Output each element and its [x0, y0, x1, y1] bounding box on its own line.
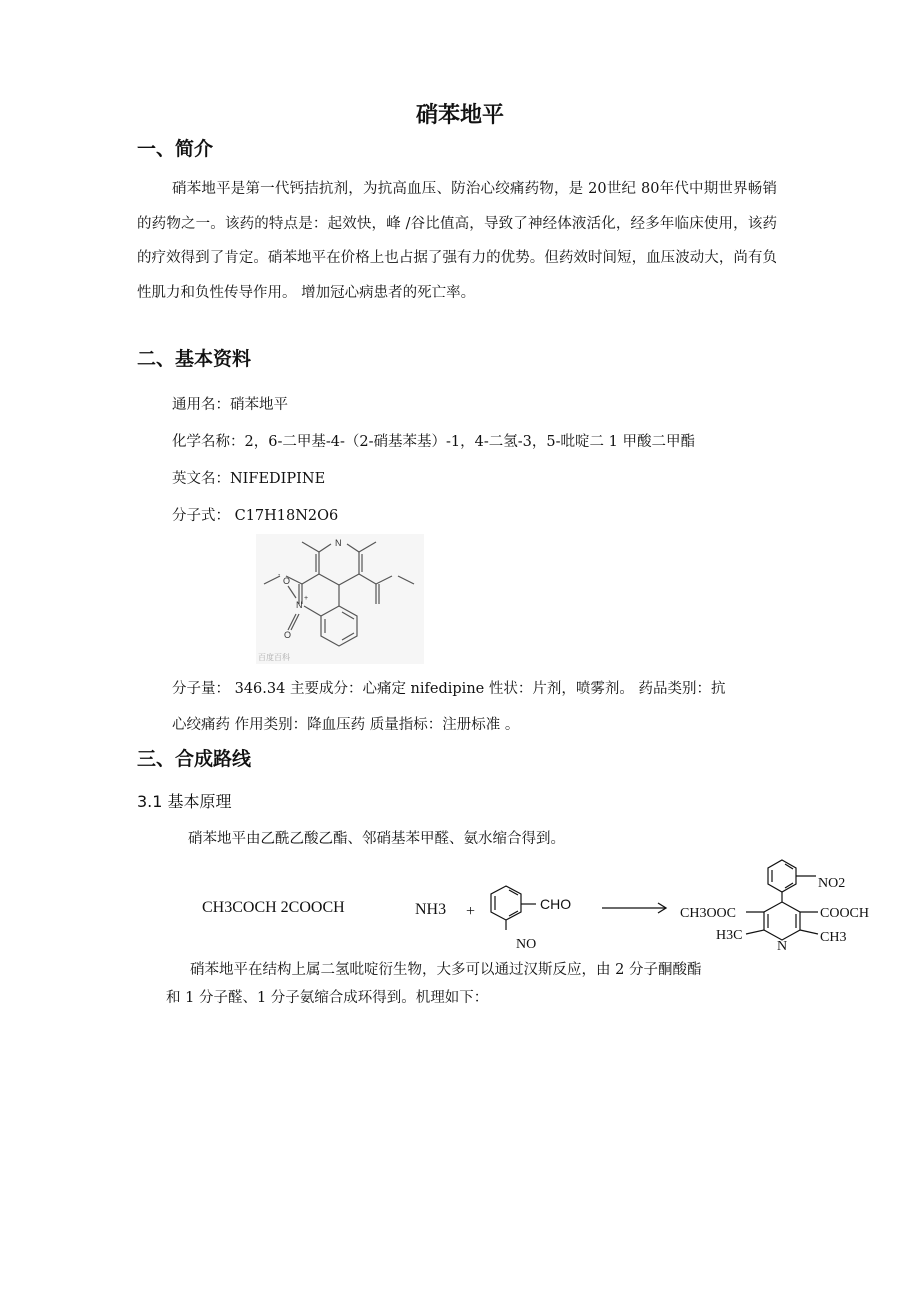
common-name-line: 通用名：硝苯地平 — [172, 397, 288, 413]
properties-line-2: 心绞痛药 作用类别：降血压药 质量指标：注册标准 。 — [172, 717, 520, 733]
subsection-heading-3-1: 3.1 基本原理 — [137, 792, 232, 811]
structure-nitro-o2: O — [284, 630, 292, 640]
mechanism-text-line-1: 硝苯地平在结构上属二氢吡啶衍生物，大多可以通过汉斯反应，由 2 分子酮酸酯 — [190, 962, 702, 978]
product-right-ester: COOCH — [820, 906, 870, 921]
document-title: 硝苯地平 — [415, 103, 504, 128]
structure-drawing — [256, 534, 424, 664]
product-left-ester: CH3OOC — [680, 906, 737, 921]
structure-atom-n: N — [335, 538, 342, 548]
structure-nitro-o1: O — [283, 576, 291, 586]
product-nitro: NO2 — [818, 876, 846, 891]
aldehyde-cho: CHO — [540, 896, 572, 912]
structure-nitro-minus: - — [278, 572, 281, 579]
structure-nitro-n: N — [296, 600, 303, 610]
nifedipine-structure-image — [256, 534, 424, 664]
section-heading-synthesis: 三、合成路线 — [137, 748, 252, 770]
english-name-line: 英文名：NIFEDIPINE — [172, 471, 326, 487]
mechanism-text-line-2: 和 1 分子醛、1 分子氨缩合成环得到。机理如下： — [166, 990, 489, 1006]
product-left-methyl: H3C — [716, 928, 743, 943]
formula-line: 分子式： C17H18N2O6 — [172, 508, 339, 524]
intro-paragraph: 硝苯地平是第一代钙拮抗剂，为抗高血压、防治心绞痛药物，是 20世纪 80年代中期世界畅销的药物之一。该药的特点是：起效快，峰 /谷比值高，导致了神经体液活化，经多年临床使用，该药的疗效得到了肯定。硝苯地平在价格上也占据了强有力的优势。但药效时间短，血压波动大，尚有负性肌力和负性传导作用。 增加冠心病患者的死亡率。 — [137, 181, 777, 301]
section-heading-intro: 一、简介 — [137, 138, 214, 160]
product-ring-n: N — [777, 939, 788, 952]
reagent-ammonia: NH3 — [415, 901, 447, 918]
properties-line-1: 分子量： 346.34 主要成分：心痛定 nifedipine 性状：片剂，喷雾剂。 药品类别：抗 — [172, 681, 726, 697]
section-heading-basic-info: 二、基本资料 — [137, 348, 252, 370]
principle-text: 硝苯地平由乙酰乙酸乙酯、邻硝基苯甲醛、氨水缩合得到。 — [188, 831, 565, 847]
reaction-scheme — [190, 852, 890, 952]
aldehyde-nitro: NO — [516, 937, 537, 952]
structure-watermark: 百度百科 — [258, 653, 290, 662]
product-right-methyl: CH3 — [820, 930, 847, 945]
reaction-arrow — [602, 903, 666, 913]
structure-nitro-plus: + — [304, 595, 309, 602]
chemical-name-line: 化学名称：2，6-二甲基-4-（2-硝基苯基）-1，4-二氢-3，5-吡啶二 1 甲酸二甲酯 — [172, 434, 695, 450]
reaction-plus: + — [466, 903, 476, 920]
reagent-ketoester: CH3COCH 2COOCH — [202, 899, 345, 916]
